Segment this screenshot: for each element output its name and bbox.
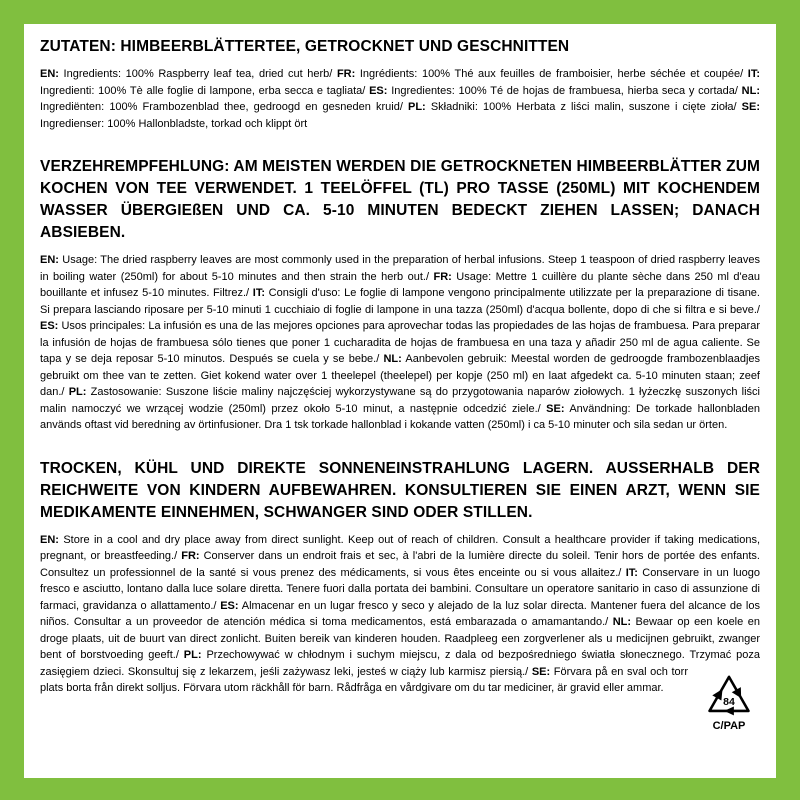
language-code: FR:	[433, 270, 452, 283]
usage-section	[40, 156, 760, 434]
usage-body: EN: Usage: The dried raspberry leaves are most commonly used in the preparation of herbal infusions. Steep 1 teaspoon of dried raspberry leaves in boiling water (250ml) for about 5-10 minutes and then strain the herb out./ FR: Usage: Mettre 1 cuillère du plante sèche dans 250 ml d'eau bouillante et infusez 5-10 minutes. Filtrez./ IT: Consigli d'uso: Le foglie di lampone vengono principalmente utilizzate per la preparazione di tisane. Si prepara lasciando riposare per 5-10 minuti 1 cucchiaio di foglie di lampone in una tazza (250ml) d'acqua bollente, dopo di che si filtra e si beve./ ES: Usos principales: La infusión es una de las mejores opciones para aprovechar todas las propiedades de las hojas de frambuesa. Para preparar la infusión de hojas de frambuesa sólo tienes que poner 1 cucharadita de hojas de frambuesa en una taza y añadir 250 ml de agua caliente. Se tapa y se deja reposar 5-10 minutos. Después se cuela y se bebe./ NL: Aanbevolen gebruik: Meestal worden de gedroogde frambozenblaadjes gebruikt om thee van te zetten. Giet kokend water over 1 theelepel (theelepel) per kopje (250 ml) en laat afgedekt ca. 5-10 minuten staan; zeef dan./ PL: Zastosowanie: Suszone liście maliny najczęściej wykorzystywane są do przygotowania naparów ziołowych. 1 łyżeczkę suszonych liści malin namoczyć we wrzącej wodzie (250ml) przez około 5-10 minut, a następnie odcedzić ziele./ SE: Användning: De torkade hallonbladen används oftast vid beredning av örtinfusioner. Dra 1 tsk torkade hallonblad i kokande vatten (250ml) i ca 5-10 minuter och sila sedan ur örten.	[40, 254, 761, 431]
label-panel	[24, 24, 776, 778]
language-code: NL:	[383, 353, 402, 365]
recycling-triangle-icon	[703, 672, 755, 719]
recycling-material: C/PAP	[712, 719, 746, 732]
language-code: ES:	[40, 320, 59, 332]
language-code: EN:	[40, 254, 59, 266]
usage-heading: VERZEHREMPFEHLUNG: AM MEISTEN WERDEN DIE GETROCKNETEN HIMBEERBLÄTTER ZUM KOCHEN VON TEE VERWENDET. 1 TEELÖFFEL (TL) PRO TASSE (250ML) MIT KOCHENDEM WASSER ÜBERGIEßEN UND CA. 5-10 MINUTEN BEDECKT ZIEHEN LASSEN; DANACH ABSIEBEN.	[40, 158, 760, 241]
storage-heading: TROCKEN, KÜHL UND DIREKTE SONNENEINSTRAHLUNG LAGERN. AUSSERHALB DER REICHWEITE VON KINDERN AUFBEWAHREN. KONSULTIEREN SIE EINEN ARZT, WENN SIE MEDIKAMENTE EINNEHMEN, SCHWANGER SIND ODER STILLEN.	[40, 459, 760, 521]
language-code: IT:	[252, 287, 266, 299]
language-code: ES:	[369, 84, 388, 97]
ingredients-section	[40, 36, 760, 132]
language-code: NL:	[612, 616, 632, 628]
language-code: PL:	[407, 101, 426, 113]
language-code: SE:	[741, 101, 760, 113]
language-code: SE:	[546, 402, 565, 415]
language-code: EN:	[40, 68, 59, 80]
language-code: NL:	[741, 84, 760, 97]
language-code: PL:	[183, 649, 202, 661]
language-code: FR:	[181, 550, 200, 562]
recycling-mark	[698, 672, 760, 733]
ingredients-body: EN: Ingredients: 100% Raspberry leaf tea, dried cut herb/ FR: Ingrédients: 100% Thé aux feuilles de framboisier, herbe séchée et coupée/ IT: Ingredienti: 100% Tè alle foglie di lampone, erba secca e tagliata/ ES: Ingredientes: 100% Té de hojas de frambuesa, hierba seca y cortada/ NL: Ingrediënten: 100% Frambozenblad thee, gedroogd en gesneden kruid/ PL: Składniki: 100% Herbata z liści malin, suszone i cięte zioła/ SE: Ingredienser: 100% Hallonbladste, torkad och klippt ört	[40, 68, 760, 130]
language-code: ES:	[220, 599, 239, 612]
language-code: SE:	[531, 665, 551, 678]
recycling-number: 84	[723, 695, 735, 708]
language-code: PL:	[68, 386, 87, 398]
language-code: IT:	[747, 68, 760, 80]
language-code: IT:	[625, 566, 638, 579]
storage-bodywrap	[40, 532, 760, 732]
storage-section	[40, 458, 760, 732]
ingredients-heading: ZUTATEN: HIMBEERBLÄTTERTEE, GETROCKNET UND GESCHNITTEN	[40, 38, 570, 55]
language-code: EN:	[40, 533, 59, 546]
storage-body: EN: Store in a cool and dry place away from direct sunlight. Keep out of reach of children. Consult a healthcare provider if taking medications, pregnant, or breastfeeding./ FR: Conserver dans un endroit frais et sec, à l'abri de la lumière directe du soleil. Tenir hors de portée des enfants. Consultez un professionnel de la santé si vous prenez des médicaments, si vous êtes enceinte ou si vous allaitez./ IT: Conservare in un luogo fresco e asciutto, lontano dalla luce solare diretta. Tenere fuori dalla portata dei bambini. Consultare un operatore sanitario in caso di assunzione di farmaci, gravidanza o allattamento./ ES: Almacenar en un lugar fresco y seco y alejado de la luz solar directa. Mantener fuera del alcance de los niños. Consultar a un proveedor de atención médica si toma medicamentos, está embarazada o amamantando./ NL: Bewaar op een koele en droge plaats, uit de buurt van direct zonlicht. Buiten bereik van kinderen houden. Raadpleeg een zorgverlener als u medicijnen gebruikt, zwanger bent of borstvoeding geeft./ PL: Przechowywać w chłodnym i suchym miejscu, z dala od bezpośredniego światła słonecznego. Trzymać poza zasięgiem dzieci. Skonsultuj się z lekarzem, jeśli zażywasz leki, jesteś w ciąży lub karmisz piersią./ SE: Förvara på en sval och torr plats borta från direkt solljus. Förvara utom räckhåll för barn. Rådfråga en vårdgivare om du tar mediciner, är gravid eller ammar.	[40, 533, 760, 694]
language-code: FR:	[336, 68, 356, 80]
